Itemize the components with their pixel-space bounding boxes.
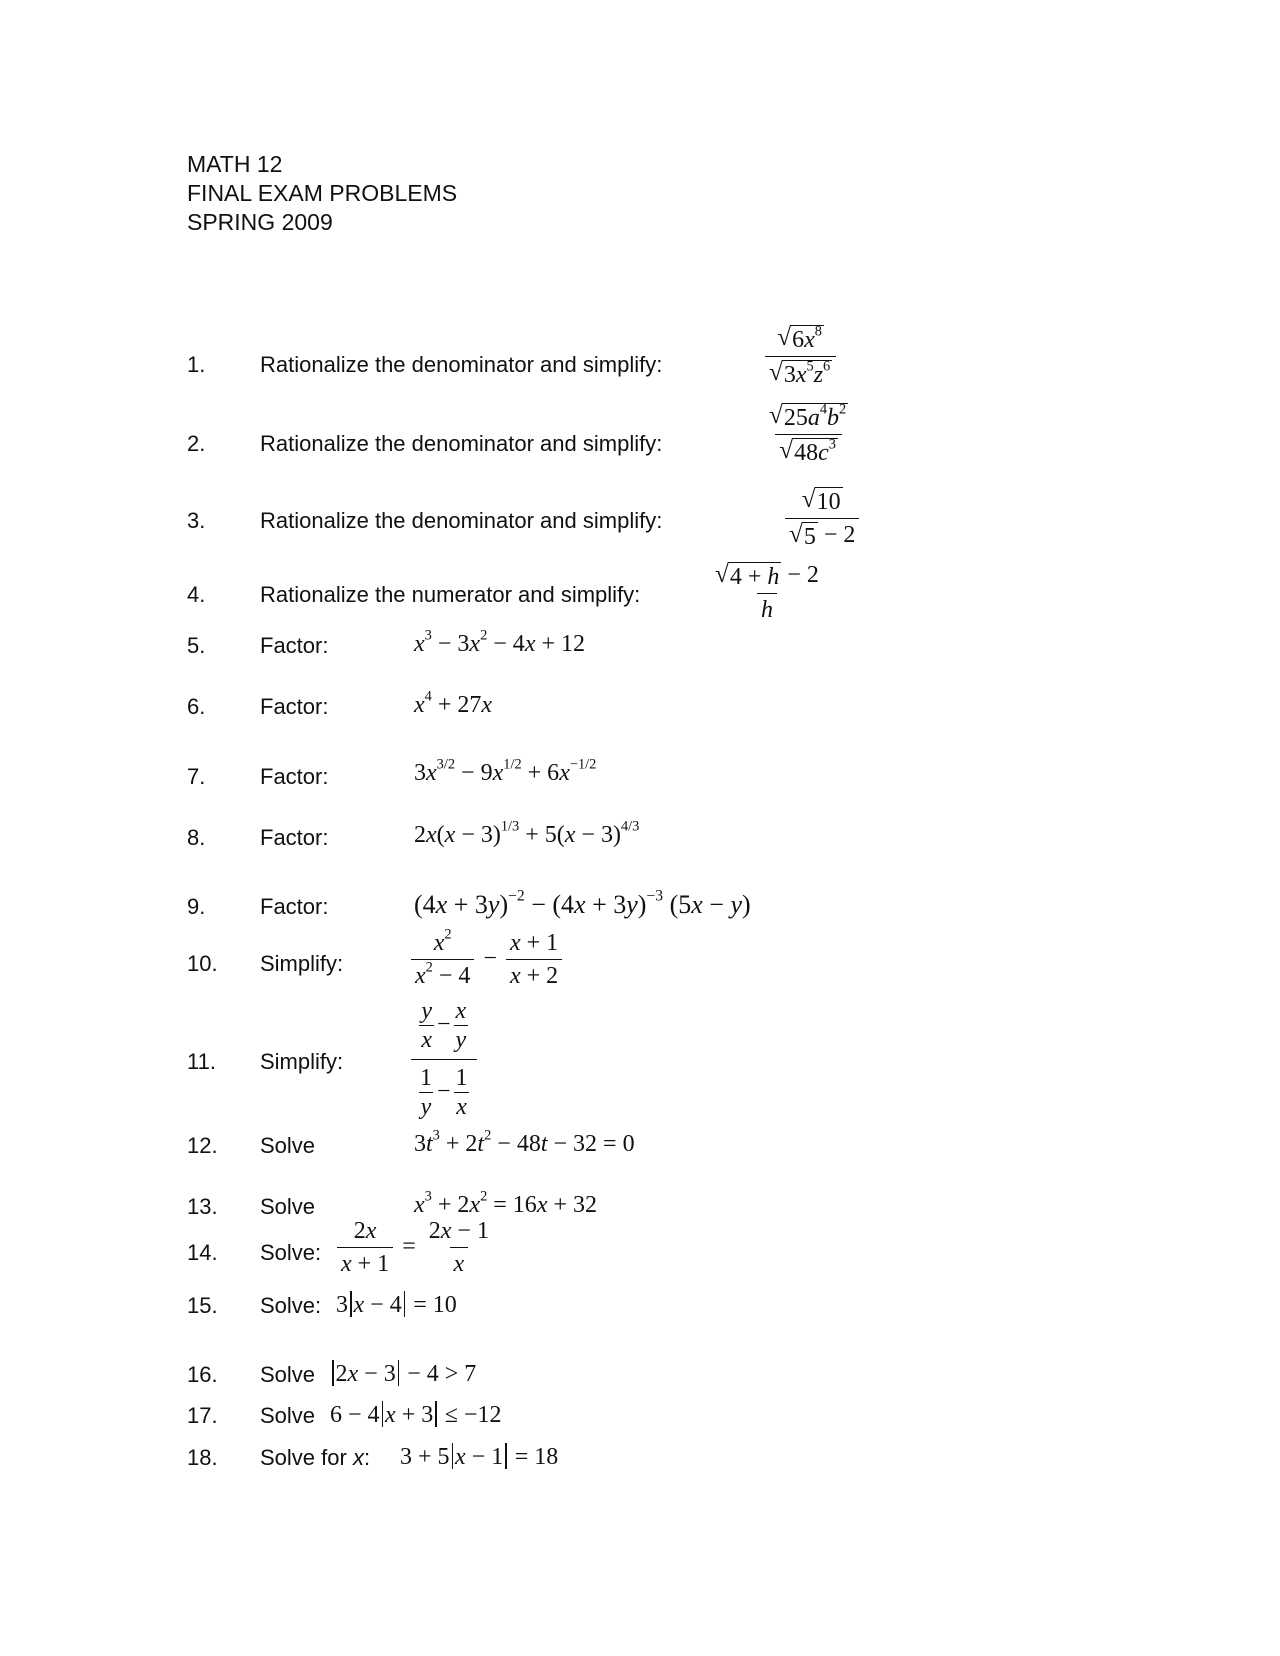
problem-number: 10. (187, 951, 218, 976)
problem-instruction: Solve for x: (260, 1445, 371, 1470)
course-title: MATH 12 (187, 151, 283, 177)
term-title: SPRING 2009 (187, 209, 333, 235)
problem-number: 8. (187, 825, 206, 850)
problem-3-expression: √ 10 √ 5 − 2 (782, 487, 862, 551)
problem-number: 1. (187, 352, 206, 377)
problem-number: 16. (187, 1362, 218, 1387)
problem-instruction: Rationalize the denominator and simplify: (260, 508, 663, 533)
problem-instruction: Solve: (260, 1293, 322, 1318)
problem-4-expression: √ 4 + h − 2 h (715, 561, 819, 624)
problem-number: 17. (187, 1403, 218, 1428)
problem-instruction: Factor: (260, 633, 329, 658)
problem-6-expression: $x^4 + 27x$ (414, 688, 493, 718)
problem-16-expression: 2x − 3 − 4 > 7 (330, 1360, 476, 1388)
problem-number: 4. (187, 582, 206, 607)
problem-15-expression: 3 x − 4 = 10 (336, 1292, 457, 1318)
problem-7-expression: $3x^{3/2} - 9x^{1/2} + 6x^{-1/2}$ (414, 756, 597, 786)
problem-number: 3. (187, 508, 206, 533)
problem-instruction: Solve (260, 1403, 316, 1428)
problem-13-expression: $x^3 + 2x^2 = 16x + 32$ (414, 1188, 598, 1218)
problem-2-expression: √ $25a^4b^2$ √ $48c^3$ (769, 401, 847, 467)
problem-instruction: Rationalize the denominator and simplify: (260, 352, 663, 377)
problem-instruction: Solve (260, 1194, 316, 1219)
problem-number: 12. (187, 1133, 218, 1158)
problem-number: 18. (187, 1445, 218, 1470)
problem-instruction: Factor: (260, 894, 329, 919)
problem-instruction: Simplify: (260, 951, 344, 976)
problem-17-expression: 6 − 4 x + 3 ≤ −12 (330, 1402, 502, 1428)
problem-instruction: Factor: (260, 764, 329, 789)
problem-11-expression: $\frac{y}{x}$ − $\frac{x}{y}$ $\frac{1}{y}$ − $\frac{1}{x}$ (408, 998, 480, 1121)
problem-number: 6. (187, 694, 206, 719)
problem-instruction: Rationalize the numerator and simplify: (260, 582, 641, 607)
problem-1-expression: √ $6x^8$ √ $3x^5z^6$ (762, 325, 839, 389)
problem-instruction: Simplify: (260, 1049, 344, 1074)
problem-instruction: Factor: (260, 825, 329, 850)
problem-number: 9. (187, 894, 206, 919)
problem-number: 7. (187, 764, 206, 789)
problem-instruction: Solve (260, 1362, 316, 1387)
problem-number: 5. (187, 633, 206, 658)
problem-instruction: Rationalize the denominator and simplify: (260, 431, 663, 456)
problem-18-expression: 3 + 5 x − 1 = 18 (400, 1444, 559, 1470)
problem-8-expression: $2x(x - 3)^{1/3} + 5(x - 3)^{4/3}$ (414, 818, 640, 848)
problem-number: 2. (187, 431, 206, 456)
exam-title: FINAL EXAM PROBLEMS (187, 180, 458, 206)
variable-x: x (352, 1445, 364, 1470)
problem-number: 15. (187, 1293, 218, 1318)
problem-instruction: Factor: (260, 694, 329, 719)
problem-10-expression: $\frac{x^2}{x^2 - 4}$ − $\frac{x + 1}{x + 2}$ (408, 930, 565, 990)
problem-9-expression: $(4x + 3y)^{-2} - (4x + 3y)^{-3}$ (5x − y) (414, 887, 751, 919)
problem-12-expression: $3t^3 + 2t^2 - 48t - 32 = 0$ (414, 1127, 635, 1157)
problem-instruction: Solve (260, 1133, 316, 1158)
problem-14-expression: $\frac{2x}{x + 1}$ = $\frac{2x - 1}{x}$ (334, 1218, 496, 1278)
problem-instruction: Solve: (260, 1240, 322, 1265)
problem-number: 13. (187, 1194, 218, 1219)
problem-5-expression: $x^3 - 3x^2 - 4x + 12$ (414, 627, 586, 657)
problem-number: 14. (187, 1240, 218, 1265)
problem-number: 11. (187, 1049, 216, 1074)
